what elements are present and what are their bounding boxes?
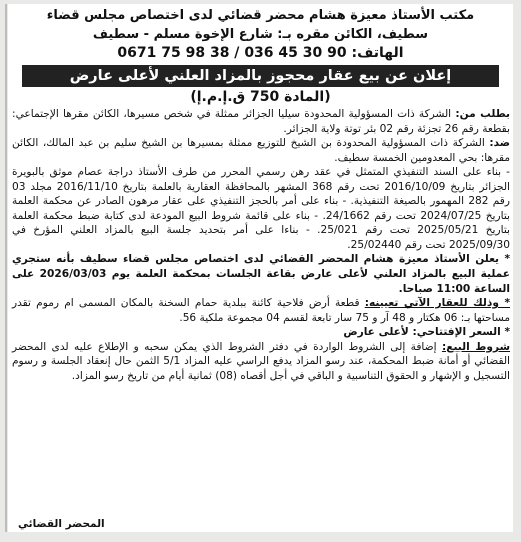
sale-announcement-paragraph: * يعلن الأستاذ معيزة هشام المحضر القضائي لدى اختصاص مجلس قضاء سطيف بأنه ستجري عملية البيع بالمزاد العلني لأعلى عارض بقاعة الجلسات بمحكمة العلمة يوم 2026/03/03 على الساعة 11:00 صباحا. xyxy=(12,253,511,295)
property-label: * وذلك للعقار الآتي تعيينه: xyxy=(364,297,510,310)
legal-basis-paragraph: - بناء على السند التنفيذي المتمثل في عقد رهن رسمي المحرر من طرف الأستاذ دراجة عصام موثق بالبويرة الجزائر بتاريخ 2016/10/09 تحت رقم 368 المشهر بالمحافظة العقارية بالعلمة بتاريخ 2016/11/10 مجلد 03 رقم 282 المهمور بالصيغة التنفيذية. - بناء على أمر بالحجز التنفيذي على عقار مرهون الصادر عن محكمة العلمة بتاريخ 2024/07/25 تحت رقم 24/1662. - بناء على قائمة شروط البيع المودعة لدى كتابة ضبط محكمة العلمة بتاريخ 2025/05/21 تحت رقم 25/021. - بناءا على أمر بتحديد جلسة البيع بالمزاد العلني المؤرخ في 2025/09/30 تحت رقم 25/02440. xyxy=(12,166,510,251)
sale-conditions-label: شروط البيع: xyxy=(441,340,511,353)
requester-paragraph xyxy=(12,107,510,136)
sale-conditions-text: إضافة إلى الشروط الواردة في دفتر الشروط الذي يمكن سحبه و الإطلاع عليه لدى المحضر القضائي أو أمانة ضبط المحكمة، عند رسو المزاد يدفع الراسي عليه المزاد 5/1 الثمن حال إنعقاد الجلسة و رسوم التسجيل و الإشهار و الحقوق التناسبية و الباقي في أجل أقصاه (08) ثمانية أيام من تاريخ رسو المزاد. xyxy=(12,340,510,382)
header-phone: الهاتف: 90 30 45 036 / 38 98 75 0671 xyxy=(117,45,404,61)
notice-body xyxy=(8,107,513,383)
property-paragraph xyxy=(12,296,510,325)
property-text: قطعة أرض فلاحية كائنة ببلدية حمام السخنة بالمكان المسمى ام رموم تقدر مساحتها بـ: 06 هكتار و 48 آر و 75 سار تابعة لقسم 04 مجموعة ملكية 56. xyxy=(12,297,510,324)
notice-title-banner: إعلان عن بيع عقار محجوز بالمزاد العلني لأعلى عارض xyxy=(22,65,499,87)
sale-conditions-paragraph xyxy=(12,340,510,384)
requester-label: بطلب من: xyxy=(455,108,511,120)
signature-bailiff: المحضر القضائي xyxy=(18,518,105,530)
opening-price-line: * السعر الإفتتاحي: لأعلى عارض xyxy=(343,326,510,339)
defendant-paragraph xyxy=(12,136,510,165)
page-edge-shadow xyxy=(5,4,7,532)
header-address: سطيف، الكائن مقره بـ: شارع الإخوة مسلم - سطيف xyxy=(92,27,429,42)
defendant-text: الشركة ذات المسؤولية المحدودة بن الشيخ للتوزيع ممثلة بمسيرها بن الشيخ سليم بن عبد المالك، الكائن مقرها: بحي المعدومين الخمسة سطيف. xyxy=(12,137,510,164)
notice-page xyxy=(8,4,513,532)
office-header xyxy=(8,4,513,63)
requester-text: الشركة ذات المسؤولية المحدودة سيليا الجزائر ممثلة في شخص مسيرها، الكائن مقرها الإجتماعي: بقطعة رقم 26 تجزئة رقم 02 بئر توتة ولاية الجزائر. xyxy=(12,108,510,135)
header-office-name: مكتب الأستاذ معيزة هشام محضر قضائي لدى اختصاص مجلس قضاء xyxy=(46,8,475,23)
defendant-label: ضد: xyxy=(489,137,510,150)
article-reference: (المادة 750 ق.إ.م.إ) xyxy=(190,89,331,105)
